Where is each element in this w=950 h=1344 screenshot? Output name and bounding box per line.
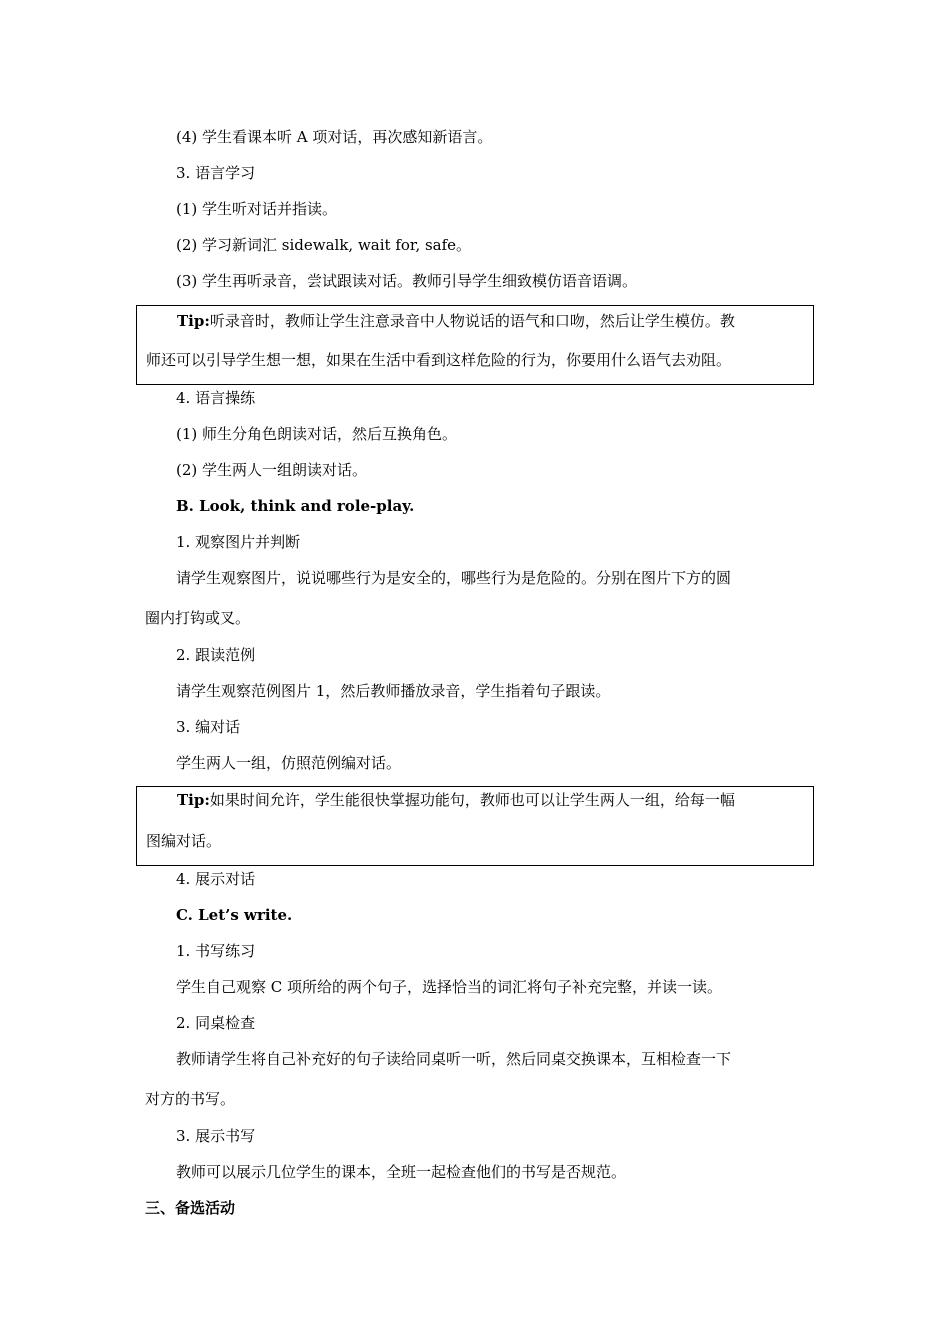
- tip-2-label: Tip:: [177, 791, 210, 809]
- tip-2-line-2: 图编对话。: [146, 832, 222, 850]
- tip-box-1: [136, 305, 814, 385]
- section-b-title: B. Look, think and role-play.: [176, 497, 415, 515]
- tip-1-line-1: [177, 311, 735, 331]
- heading-language-study: 3. 语言学习: [176, 164, 256, 182]
- heading-writing-practice: 1. 书写练习: [176, 942, 256, 960]
- step-practice-2: (2) 学生两人一组朗读对话。: [176, 461, 368, 479]
- heading-make-dialogue: 3. 编对话: [176, 718, 241, 736]
- heading-show-dialogue: 4. 展示对话: [176, 870, 256, 888]
- tip-1-text: 听录音时，教师让学生注意录音中人物说话的语气和口吻，然后让学生模仿。教: [209, 312, 735, 330]
- step-study-3: (3) 学生再听录音，尝试跟读对话。教师引导学生细致模仿语音语调。: [176, 272, 638, 290]
- writing-practice-text: 学生自己观察 C 项所给的两个句子，选择恰当的词汇将句子补充完整，并读一读。: [176, 978, 723, 996]
- step-practice-1: (1) 师生分角色朗读对话，然后互换角色。: [176, 425, 458, 443]
- show-writing-text: 教师可以展示几位学生的课本，全班一起检查他们的书写是否规范。: [176, 1163, 627, 1181]
- heading-follow-read: 2. 跟读范例: [176, 646, 256, 664]
- observe-text-2: 圈内打钩或叉。: [145, 609, 251, 627]
- heading-observe: 1. 观察图片并判断: [176, 533, 301, 551]
- heading-language-practice: 4. 语言操练: [176, 389, 256, 407]
- desk-check-text-1: 教师请学生将自己补充好的句子读给同桌听一听，然后同桌交换课本，互相检查一下: [176, 1050, 732, 1068]
- observe-text-1: 请学生观察图片，说说哪些行为是安全的，哪些行为是危险的。分别在图片下方的圆: [176, 569, 732, 587]
- step-study-1: (1) 学生听对话并指读。: [176, 200, 338, 218]
- section-c-title: C. Let’s write.: [176, 906, 293, 924]
- tip-box-2: [136, 786, 814, 866]
- tip-2-text: 如果时间允许，学生能很快掌握功能句，教师也可以让学生两人一组，给每一幅: [209, 791, 735, 809]
- step-study-2: (2) 学习新词汇 sidewalk, wait for, safe。: [176, 236, 472, 254]
- heading-desk-check: 2. 同桌检查: [176, 1014, 256, 1032]
- desk-check-text-2: 对方的书写。: [145, 1090, 236, 1108]
- section-3-title: 三、备选活动: [145, 1199, 236, 1217]
- tip-1-label: Tip:: [177, 312, 210, 330]
- tip-1-line-2: 师还可以引导学生想一想，如果在生活中看到这样危险的行为，你要用什么语气去劝阻。: [146, 351, 732, 369]
- follow-read-text: 请学生观察范例图片 1，然后教师播放录音，学生指着句子跟读。: [176, 682, 611, 700]
- tip-2-line-1: [177, 790, 735, 810]
- make-dialogue-text: 学生两人一组，仿照范例编对话。: [176, 754, 402, 772]
- step-a-4: (4) 学生看课本听 A 项对话，再次感知新语言。: [176, 128, 493, 146]
- heading-show-writing: 3. 展示书写: [176, 1127, 256, 1145]
